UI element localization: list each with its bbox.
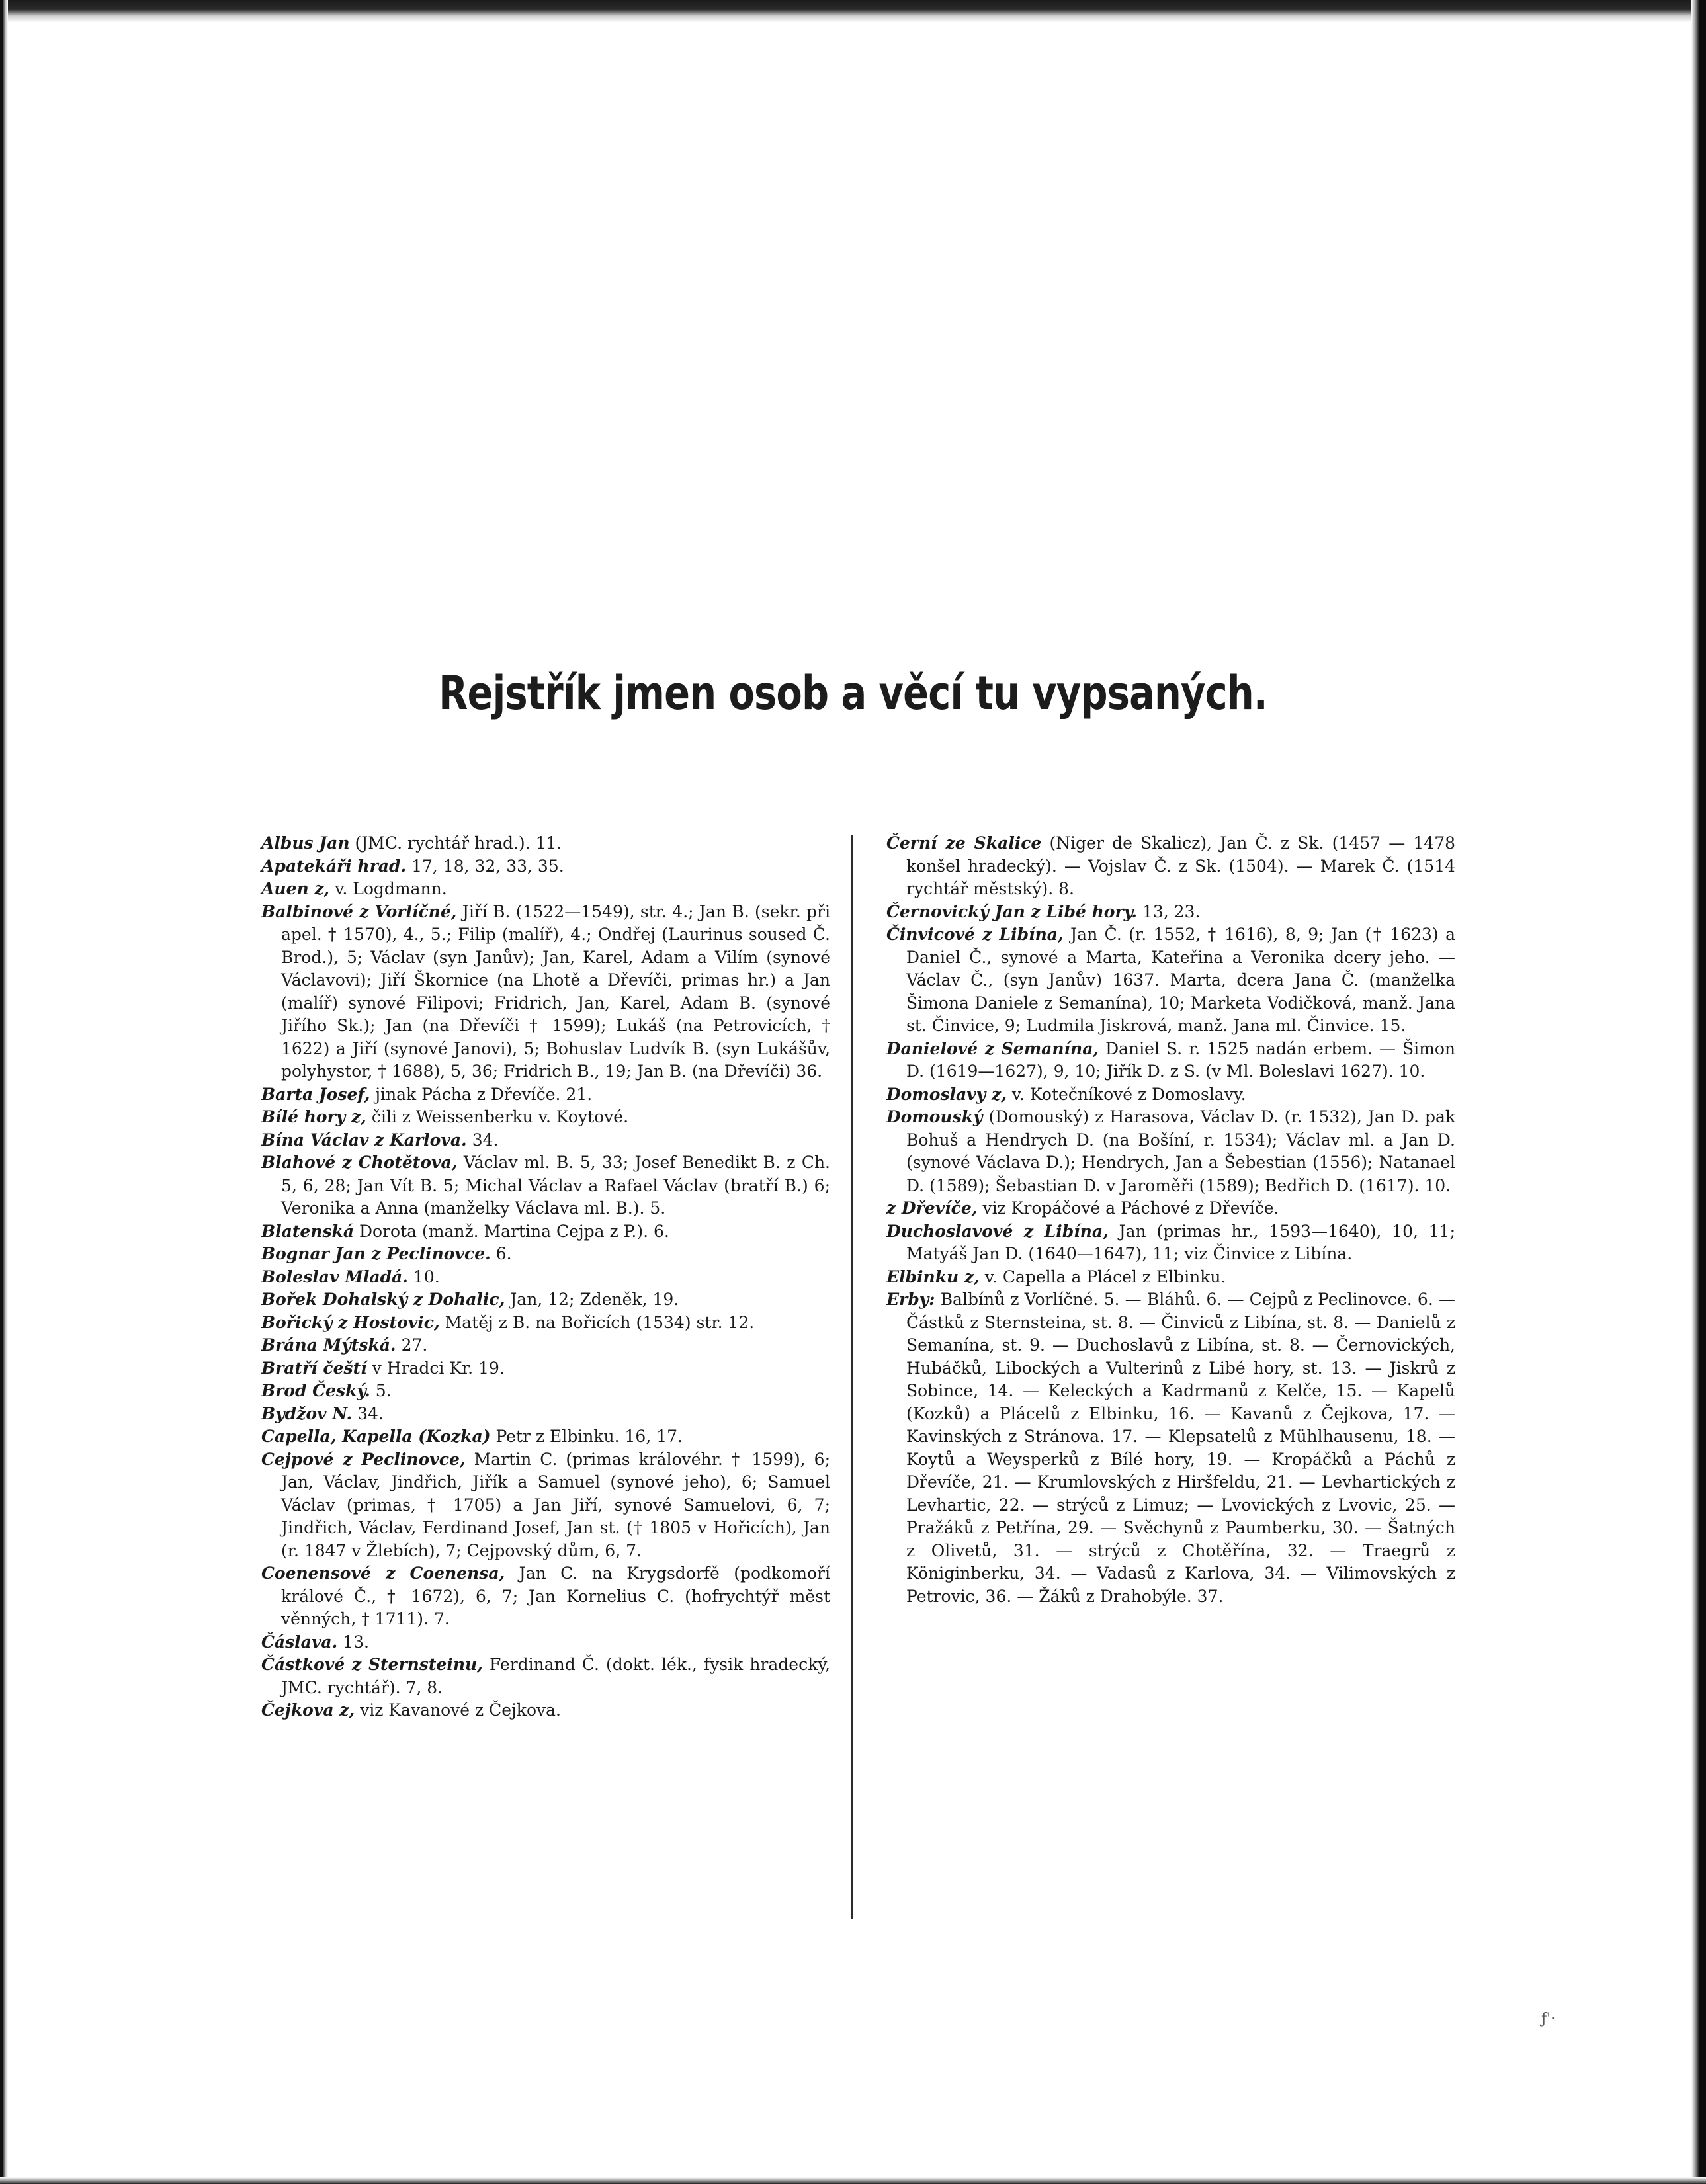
index-entry xyxy=(261,878,830,901)
index-entry xyxy=(261,1129,830,1152)
entry-heading: Činvicové z Libína, xyxy=(886,925,1064,944)
index-entry xyxy=(261,1243,830,1266)
index-entry xyxy=(261,1357,830,1380)
column-divider xyxy=(851,835,853,1919)
index-entry xyxy=(886,1106,1455,1197)
index-entry xyxy=(886,901,1455,924)
entry-text: v. Kotečníkové z Domoslavy. xyxy=(1011,1084,1246,1104)
entry-heading: Blatenská xyxy=(261,1221,355,1241)
entry-text: 17, 18, 32, 33, 35. xyxy=(411,856,564,876)
scan-edge-left xyxy=(0,0,8,2184)
entry-text: (Niger de Skalicz), Jan Č. z Sk. (1457 — 1478 konšel hradecký). — Vojslav Č. z Sk. (1504). — Marek Č. (1514 rychtář městský). 8. xyxy=(906,833,1456,898)
entry-heading: Brána Mýtská. xyxy=(261,1335,396,1355)
entry-heading: Elbinku z, xyxy=(886,1267,980,1286)
index-entry xyxy=(261,1403,830,1426)
entry-text: Dorota (manž. Martina Cejpa z P.). 6. xyxy=(359,1221,669,1241)
entry-heading: Capella, Kapella (Kozka) xyxy=(261,1427,491,1446)
index-entry xyxy=(261,1312,830,1335)
index-entry xyxy=(261,1562,830,1631)
index-entry xyxy=(886,1038,1455,1083)
entry-heading: Brod Český. xyxy=(261,1381,370,1400)
entry-heading: Bílé hory z, xyxy=(261,1107,366,1126)
entry-text: v Hradci Kr. 19. xyxy=(372,1358,505,1378)
entry-text: 13, 23. xyxy=(1142,902,1201,921)
entry-text: Václav ml. B. 5, 33; Josef Benedikt B. z Ch. 5, 6, 28; Jan Vít B. 5; Michal Václav a Rafael Václav (bratří B.) 6; Veronika a Anna (manželky Václava ml. B.). 5. xyxy=(281,1153,831,1218)
entry-heading: Boleslav Mladá. xyxy=(261,1267,408,1286)
entry-heading: Bořek Dohalský z Dohalic, xyxy=(261,1290,505,1309)
entry-text: Jan (primas hr., 1593—1640), 10, 11; Matyáš Jan D. (1640—1647), 11; viz Činvice z Libína. xyxy=(906,1221,1455,1263)
entry-text: v. Logdmann. xyxy=(335,879,447,898)
entry-text: Jan Č. (r. 1552, † 1616), 8, 9; Jan († 1623) a Daniel Č., synové a Marta, Kateřina a Veronika dcery jeho. — Václav Č., (syn Janův) 1637. Marta, dcera Jana Č. (manželka Šimona Daniele z Semanína), 10; Marketa Vodičková, manž. Jana st. Činvice, 9; Ludmila Jiskrová, manž. Jana ml. Činvice. 15. xyxy=(906,925,1455,1035)
index-entry xyxy=(886,832,1455,901)
entry-heading: Bognar Jan z Peclinovce. xyxy=(261,1244,491,1263)
entry-text: 34. xyxy=(472,1130,499,1150)
index-entry xyxy=(261,1380,830,1403)
index-entry xyxy=(261,1654,830,1699)
entry-heading: Bydžov N. xyxy=(261,1404,353,1423)
entry-heading: Bratří čeští xyxy=(261,1358,367,1378)
entry-text: 34. xyxy=(357,1404,384,1423)
index-entry xyxy=(886,1288,1455,1608)
entry-text: Balbínů z Vorlíčné. 5. — Bláhů. 6. — Cejpů z Peclinovce. 6. — Částků z Sternsteina, st. 8. — Činviců z Libína, st. 8. — Danielů z Semanína, st. 9. — Duchoslavů z Libína, st. 8. — Černovických, Hubáčků, Libockých a Vulterinů z Libé hory, st. 13. — Jiskrů z Sobince, 14. — Keleckých a Kadrmanů z Kelče, 15. — Kapelů (Kozků) a Plácelů z Elbinku, 16. — Kavanů z Čejkova, 17. — Kavinských z Stránova. 17. — Klepsatelů z Mühlhausenu, 18. — Koytů a Weysperků z Bílé hory, 19. — Kropáčků a Páchů z Dřevíče, 21. — Krumlovských z Hiršfeldu, 21. — Levhartických z Levhartic, 22. — strýců z Limuz; — Lvovických z Lvovic, 25. — Pražáků z Petřína, 29. — Svěchynů z Paumberku, 30. — Šatných z Olivetů, 31. — strýců z Chotěřína, 32. — Traegrů z Königinberku, 34. — Vadasů z Karlova, 34. — Vilimovských z Petrovic, 36. — Žáků z Drahobýle. 37. xyxy=(906,1290,1455,1606)
index-entry xyxy=(261,1699,830,1722)
entry-text: čili z Weissenberku v. Koytové. xyxy=(371,1107,629,1126)
entry-heading: Bína Václav z Karlova. xyxy=(261,1130,467,1150)
entry-heading: Domouský xyxy=(886,1107,983,1126)
entry-heading: Balbinové z Vorlíčné, xyxy=(261,902,457,921)
index-entry xyxy=(886,1220,1455,1266)
entry-text: jinak Pácha z Dřevíče. 21. xyxy=(375,1084,593,1104)
index-entry xyxy=(261,1106,830,1129)
entry-heading: Apatekáři hrad. xyxy=(261,856,407,876)
entry-text: Jan C. na Krygsdorfě (podkomoří králové Č., † 1672), 6, 7; Jan Kornelius C. (hofrychtýř měst věnných, † 1711). 7. xyxy=(281,1564,830,1628)
entry-text: (JMC. rychtář hrad.). 11. xyxy=(355,833,562,853)
entry-heading: Domoslavy z, xyxy=(886,1084,1007,1104)
entry-text: 5. xyxy=(375,1381,392,1400)
entry-heading: Čáslava. xyxy=(261,1632,338,1652)
entry-text: Petr z Elbinku. 16, 17. xyxy=(495,1427,683,1446)
scan-edge-top xyxy=(0,0,1706,22)
corner-mark: ƒ'· xyxy=(1541,2011,1556,2027)
entry-heading: Danielové z Semanína, xyxy=(886,1038,1099,1058)
entry-text: viz Kropáčové a Páchové z Dřevíče. xyxy=(982,1198,1279,1218)
index-entry xyxy=(261,1083,830,1107)
index-entry xyxy=(261,1449,830,1563)
index-entry xyxy=(261,1266,830,1289)
entry-text: v. Capella a Plácel z Elbinku. xyxy=(984,1267,1226,1286)
entry-text: Daniel S. r. 1525 nadán erbem. — Šimon D. (1619—1627), 9, 10; Jiřík D. z S. (v Ml. Boleslavi 1627). 10. xyxy=(906,1038,1455,1081)
index-entry xyxy=(261,855,830,878)
entry-text: Matěj z B. na Bořicích (1534) str. 12. xyxy=(445,1312,755,1332)
index-entry xyxy=(261,1288,830,1312)
page-title: Rejstřík jmen osob a věcí tu vypsaných. xyxy=(439,666,1267,720)
entry-heading: Blahové z Chotětova, xyxy=(261,1153,458,1172)
scan-edge-right xyxy=(1691,0,1706,2184)
index-entry xyxy=(261,832,830,855)
index-entry xyxy=(261,1152,830,1220)
index-entry xyxy=(261,1425,830,1449)
entry-heading: Erby: xyxy=(886,1290,935,1309)
index-entry xyxy=(886,923,1455,1038)
entry-heading: Cejpové z Peclinovce, xyxy=(261,1449,466,1469)
entry-text: Jiří B. (1522—1549), str. 4.; Jan B. (sekr. při apel. † 1570), 4., 5.; Filip (malíř), 4.; Ondřej (Laurinus soused Č. Brod.), 5; Václav (syn Janův); Jan, Karel, Adam a Vilím (synové Václavovi); Jiří Škornice (na Lhotě a Dřevíči, primas hr.) a Jan (malíř) synové Filipovi; Fridrich, Jan, Karel, Adam B. (synové Jiřího Sk.); Jan (na Dřevíči † 1599); Lukáš (na Petrovicích, † 1622) a Jiří (synové Janovi), 5; Bohuslav Ludvík B. (syn Lukášův, polyhystor, † 1688), 5, 36; Fridrich B., 19; Jan B. (na Dřevíči) 36. xyxy=(281,902,830,1081)
index-column-right xyxy=(886,832,1455,1608)
entry-text: (Domouský) z Harasova, Václav D. (r. 1532), Jan D. pak Bohuš a Hendrych D. (na Bošíní, r. 1534); Václav ml. a Jan D. (synové Václava D.); Hendrych, Jan a Šebestian (1556); Natanael D. (1589); Šebastian D. v Jaroměři (1589); Bedřich D. (1617). 10. xyxy=(906,1107,1456,1195)
entry-text: 27. xyxy=(401,1335,428,1355)
entry-heading: Černí ze Skalice xyxy=(886,833,1042,853)
entry-heading: Albus Jan xyxy=(261,833,350,853)
entry-heading: Duchoslavové z Libína, xyxy=(886,1221,1109,1241)
entry-text: Martin C. (primas královéhr. † 1599), 6; Jan, Václav, Jindřich, Jiřík a Samuel (synové jeho), 6; Samuel Václav (primas, † 1705) a Jan Jiří, synové Samuelovi, 6, 7; Jindřich, Václav, Ferdinand Josef, Jan st. († 1805 v Hořicích), Jan (r. 1847 v Žlebích), 7; Cejpovský dům, 6, 7. xyxy=(281,1449,831,1560)
index-entry xyxy=(886,1083,1455,1107)
entry-text: 6. xyxy=(495,1244,512,1263)
index-entry xyxy=(261,1220,830,1243)
index-entry xyxy=(261,1631,830,1654)
entry-heading: z Dřevíče, xyxy=(886,1198,978,1218)
entry-text: viz Kavanové z Čejkova. xyxy=(360,1701,561,1720)
entry-heading: Čejkova z, xyxy=(261,1701,355,1720)
index-entry xyxy=(261,901,830,1083)
entry-text: Ferdinand Č. (dokt. lék., fysik hradecký, JMC. rychtář). 7, 8. xyxy=(281,1655,830,1697)
scan-edge-bottom xyxy=(0,2177,1706,2184)
entry-text: 13. xyxy=(343,1632,370,1652)
index-entry xyxy=(886,1197,1455,1220)
index-entry xyxy=(886,1266,1455,1289)
entry-heading: Barta Josef, xyxy=(261,1084,370,1104)
entry-text: Jan, 12; Zdeněk, 19. xyxy=(510,1290,679,1309)
entry-heading: Auen z, xyxy=(261,879,330,898)
entry-text: 10. xyxy=(413,1267,440,1286)
index-column-left xyxy=(261,832,830,1722)
entry-heading: Černovický Jan z Libé hory. xyxy=(886,902,1137,921)
index-entry xyxy=(261,1334,830,1357)
entry-heading: Částkové z Sternsteinu, xyxy=(261,1655,483,1674)
entry-heading: Coenensové z Coenensa, xyxy=(261,1564,505,1583)
entry-heading: Bořický z Hostovic, xyxy=(261,1312,440,1332)
